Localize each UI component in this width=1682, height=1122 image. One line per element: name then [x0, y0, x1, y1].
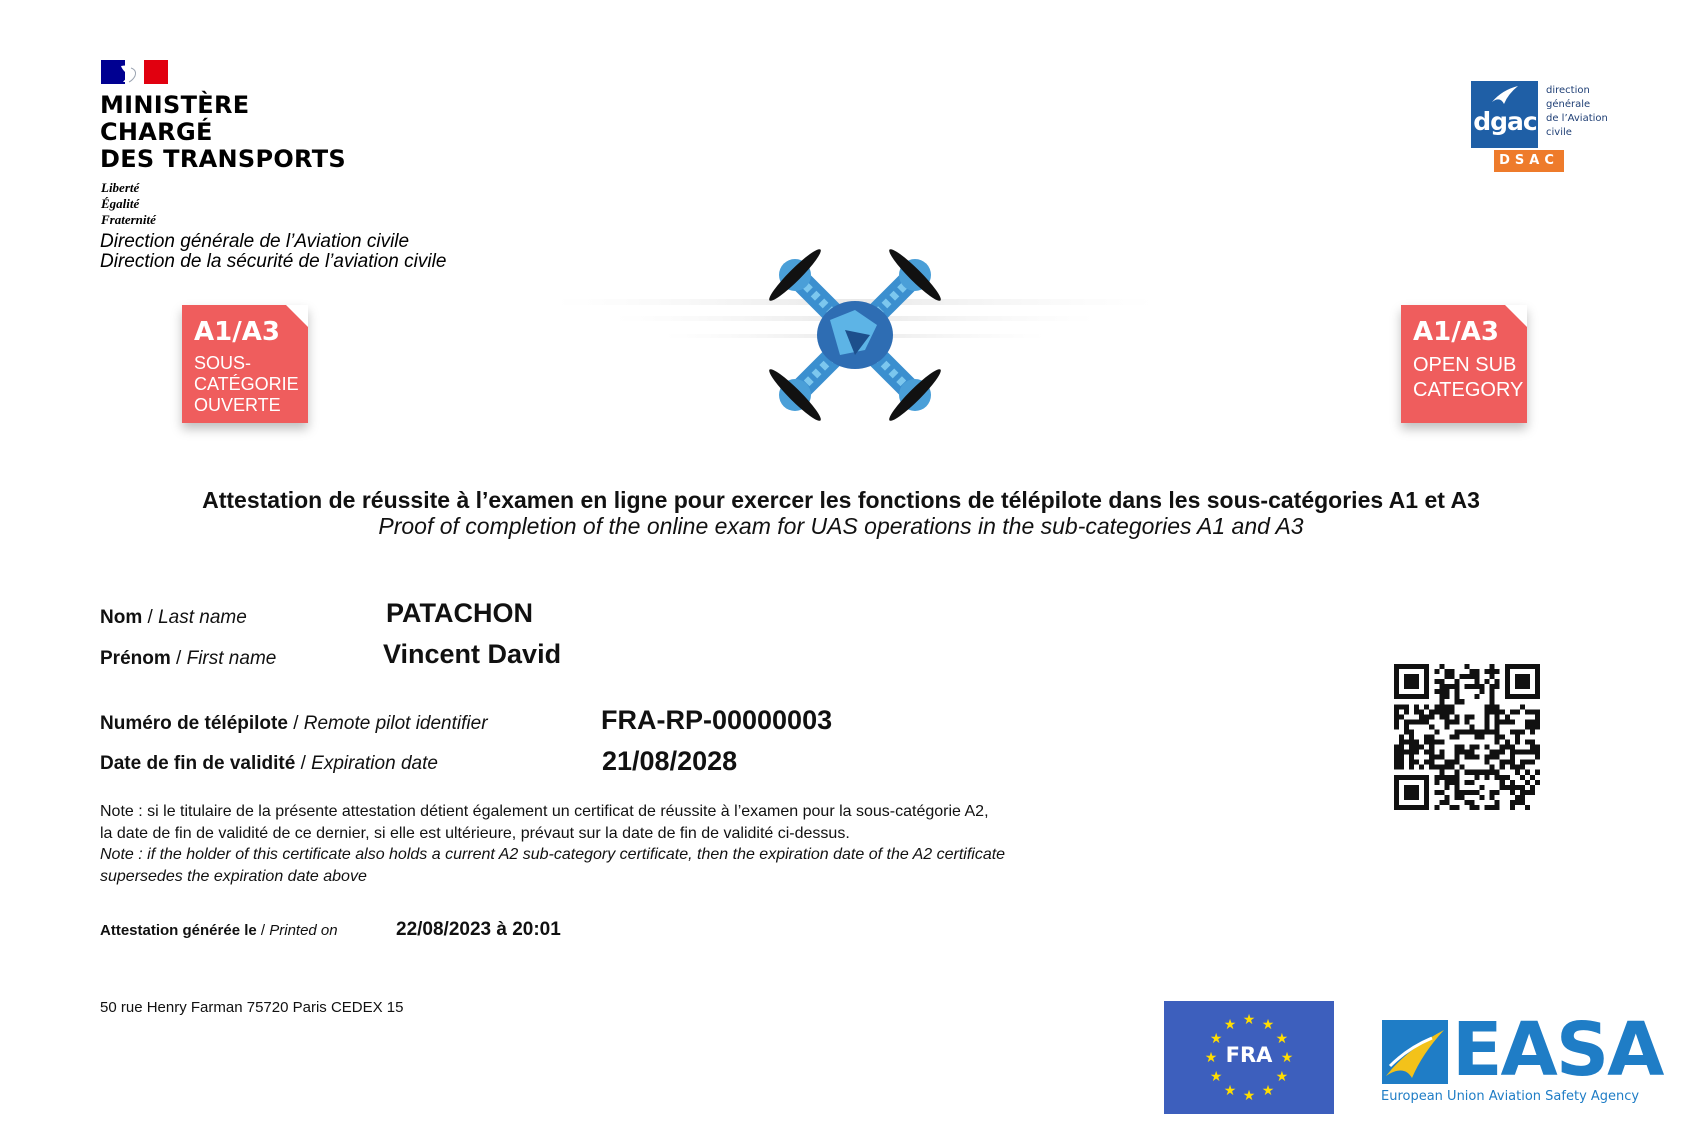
- title-french: Attestation de réussite à l’examen en ligne pour exercer les fonctions de télépilote dans les sous-catégories A1 et A3: [202, 487, 1480, 513]
- badge-fold-corner: [286, 305, 308, 327]
- bird-icon: [1490, 84, 1520, 106]
- expiry-label-fr: Date de fin de validité: [100, 753, 296, 774]
- note-fr-line-1: Note : si le titulaire de la présente attestation détient également un certificat de réussite à l’examen pour la sous-catégorie A2,: [100, 803, 989, 820]
- note-fr-line-2: la date de fin de validité de ce dernier, si elle est ultérieure, prévaut sur la date de fin de validité ci-dessus.: [100, 825, 850, 842]
- dgac-line-4: civile: [1546, 127, 1572, 138]
- postal-address: 50 rue Henry Farman 75720 Paris CEDEX 15: [100, 999, 404, 1016]
- expiry-label: Date de fin de validité / Expiration date: [100, 753, 438, 774]
- badge-fold-corner: [1505, 305, 1527, 327]
- note-en-line-1: Note : if the holder of this certificate also holds a current A2 sub-category certificate, then the expiration date of the A2 certificate: [100, 846, 1006, 863]
- pilot-id-label: Numéro de télépilote / Remote pilot identifier: [100, 713, 488, 734]
- badge-open-sub-category: [1401, 305, 1527, 423]
- easa-tagline: European Union Aviation Safety Agency: [1381, 1089, 1640, 1104]
- eu-star-icon: ★: [1204, 1050, 1218, 1066]
- pilot-id-label-fr: Numéro de télépilote: [100, 713, 288, 734]
- note-en-line-2: supersedes the expiration date above: [100, 868, 367, 885]
- eu-star-icon: ★: [1223, 1082, 1237, 1099]
- eu-star-icon: ★: [1275, 1069, 1289, 1085]
- dgac-wordmark: dgac: [1473, 107, 1537, 136]
- direction-dgac: Direction générale de l’Aviation civile: [100, 231, 410, 252]
- eu-star-icon: ★: [1261, 1017, 1275, 1034]
- dgac-line-1: direction: [1546, 85, 1590, 96]
- dsac-tag: DSAC: [1494, 150, 1564, 172]
- eu-star-icon: ★: [1280, 1050, 1294, 1066]
- title-english: Proof of completion of the online exam for UAS operations in the sub-categories A1 and A3: [378, 513, 1304, 539]
- eu-country-code: FRA: [1225, 1043, 1273, 1067]
- qr-code-icon: [1394, 664, 1540, 810]
- last-name-label-en: Last name: [158, 607, 247, 628]
- eu-star-icon: ★: [1242, 1012, 1256, 1028]
- easa-logo-icon: [1382, 1020, 1448, 1084]
- badge-subtitle: [1413, 353, 1523, 403]
- expiry-label-en: Expiration date: [311, 753, 438, 774]
- eu-star-icon: ★: [1261, 1082, 1275, 1099]
- printed-on-label: Attestation générée le / Printed on: [100, 922, 338, 939]
- motto-egalite: Égalité: [101, 196, 140, 211]
- last-name-label-fr: Nom: [100, 607, 143, 628]
- first-name-label: Prénom / First name: [100, 648, 277, 669]
- first-name-value: Vincent David: [383, 639, 562, 669]
- last-name-value: PATACHON: [386, 598, 533, 628]
- motto-fraternite: Fraternité: [101, 212, 156, 227]
- badge-line-2: CATEGORY: [1413, 379, 1524, 401]
- marianne-flag-logo: [101, 60, 168, 84]
- badge-sous-categorie: [182, 305, 308, 423]
- first-name-label-fr: Prénom: [100, 648, 171, 669]
- first-name-label-en: First name: [186, 648, 277, 669]
- eu-star-icon: ★: [1275, 1031, 1289, 1047]
- eu-star-icon: ★: [1209, 1069, 1223, 1085]
- eu-star-icon: ★: [1223, 1017, 1237, 1034]
- badge-title: A1/A3: [194, 317, 280, 347]
- pilot-id-value: FRA-RP-00000003: [601, 705, 833, 735]
- badge-subtitle: [194, 353, 299, 416]
- badge-line-1: OPEN SUB: [1413, 354, 1517, 376]
- dgac-line-2: générale: [1546, 99, 1591, 110]
- printed-on-label-fr: Attestation générée le: [100, 922, 257, 939]
- motto-liberte: Liberté: [101, 180, 140, 195]
- eu-star-icon: ★: [1209, 1031, 1223, 1047]
- easa-wordmark: EASA: [1452, 1007, 1663, 1093]
- dgac-line-3: de l’Aviation: [1546, 113, 1608, 124]
- printed-on-value: 22/08/2023 à 20:01: [396, 919, 561, 940]
- badge-line-1: SOUS-: [194, 353, 252, 373]
- expiry-value: 21/08/2028: [602, 746, 738, 776]
- badge-title: A1/A3: [1413, 317, 1499, 347]
- last-name-label: Nom / Last name: [100, 607, 247, 628]
- eu-star-icon: ★: [1242, 1088, 1256, 1104]
- ministry-name-line-1: MINISTÈRE: [100, 91, 250, 119]
- printed-on-label-en: Printed on: [269, 922, 338, 939]
- ministry-name-line-2: CHARGÉ: [100, 118, 213, 146]
- pilot-id-label-en: Remote pilot identifier: [303, 713, 488, 734]
- quadcopter-drone-icon: [555, 230, 1155, 450]
- ministry-name-line-3: DES TRANSPORTS: [100, 145, 347, 173]
- direction-dsac: Direction de la sécurité de l’aviation civile: [100, 251, 447, 272]
- badge-line-3: OUVERTE: [194, 395, 281, 415]
- badge-line-2: CATÉGORIE: [194, 374, 299, 394]
